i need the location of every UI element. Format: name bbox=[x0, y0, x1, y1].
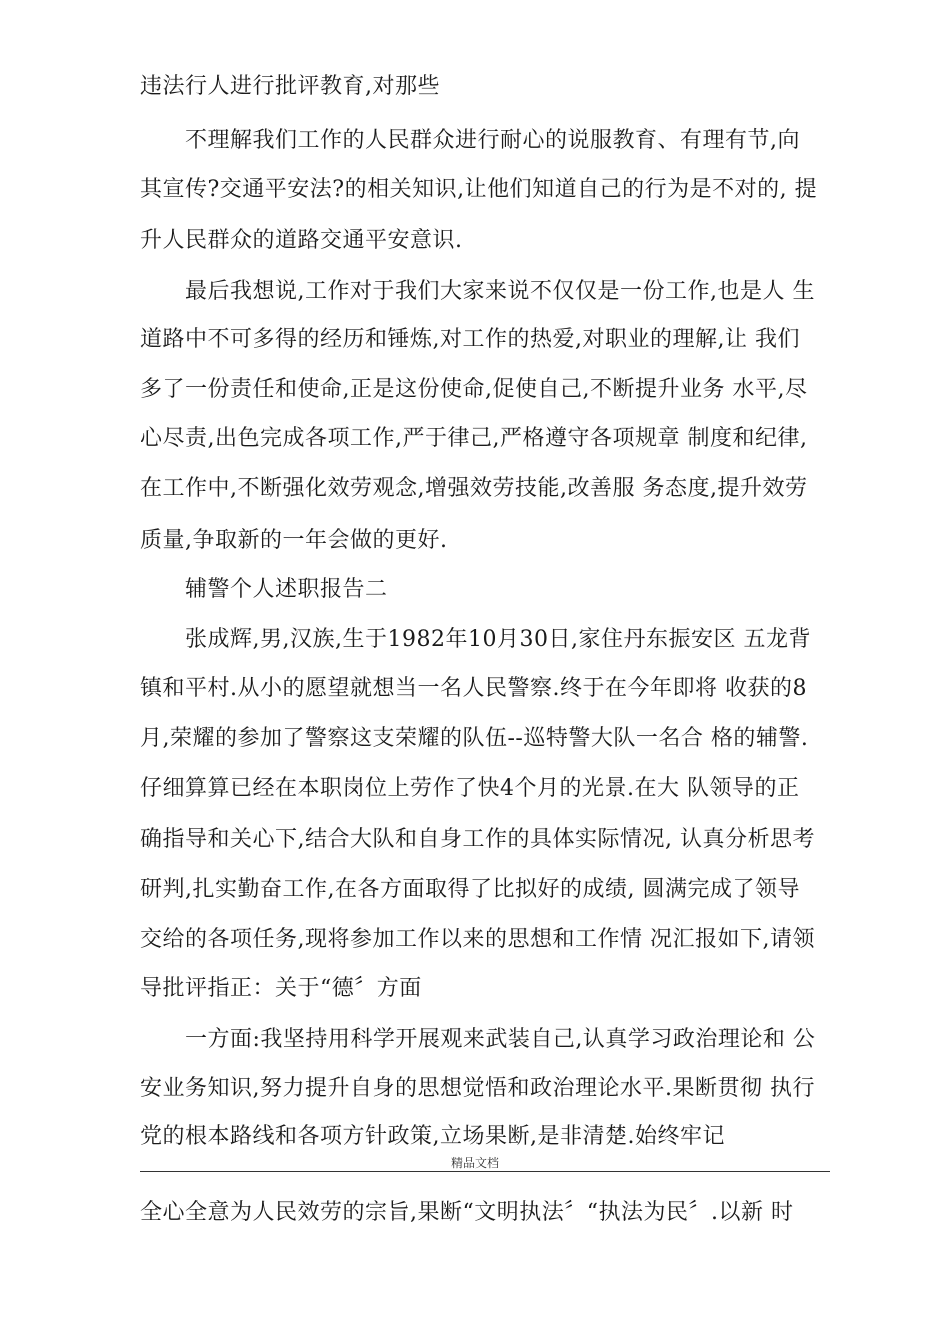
text-line-17: 研判,扎实勤奋工作,在各方面取得了比拟好的成绩, 圆满完成了领导 bbox=[140, 877, 800, 902]
text-line-13: 镇和平村.从小的愿望就想当一名人民警察.终于在今年即将 收获的8 bbox=[140, 676, 807, 701]
text-line-20: 一方面:我坚持用科学开展观来武装自己,认真学习政治理论和 公 bbox=[140, 1027, 816, 1052]
text-line-14: 月,荣耀的参加了警察这支荣耀的队伍--巡特警大队一名合 格的辅警. bbox=[140, 726, 809, 751]
text-line-8: 心尽责,出色完成各项工作,严于律己,严格遵守各项规章 制度和纪律, bbox=[140, 426, 808, 451]
text-line-2: 不理解我们工作的人民群众进行耐心的说服教育、有理有节,向 bbox=[140, 128, 800, 153]
text-line-4: 升人民群众的道路交通平安意识. bbox=[140, 228, 463, 253]
next-page-line-1: 全心全意为人民效劳的宗旨,果断“文明执法〞“执法为民〞.以新 时 bbox=[140, 1200, 794, 1225]
text-line-10: 质量,争取新的一年会做的更好. bbox=[140, 528, 448, 553]
text-line-12: 张成辉,男,汉族,生于1982年10月30日,家住丹东振安区 五龙背 bbox=[140, 627, 811, 652]
footer-divider bbox=[140, 1171, 830, 1172]
text-line-7: 多了一份责任和使命,正是这份使命,促使自己,不断提升业务 水平,尽 bbox=[140, 377, 808, 402]
text-line-6: 道路中不可多得的经历和锤炼,对工作的热爱,对职业的理解,让 我们 bbox=[140, 327, 800, 352]
text-line-21: 安业务知识,努力提升自身的思想觉悟和政治理论水平.果断贯彻 执行 bbox=[140, 1076, 815, 1101]
text-line-22: 党的根本路线和各项方针政策,立场果断,是非清楚.始终牢记 bbox=[140, 1124, 725, 1149]
text-line-15: 仔细算算已经在本职岗位上劳作了快4个月的光景.在大 队领导的正 bbox=[140, 776, 800, 801]
text-line-3: 其宣传?交通平安法?的相关知识,让他们知道自己的行为是不对的, 提 bbox=[140, 177, 818, 202]
text-line-18: 交给的各项任务,现将参加工作以来的思想和工作情 况汇报如下,请领 bbox=[140, 927, 815, 952]
text-line-19: 导批评指正：关于“德〞方面 bbox=[140, 976, 422, 1001]
text-line-9: 在工作中,不断强化效劳观念,增强效劳技能,改善服 务态度,提升效劳 bbox=[140, 476, 808, 501]
section-heading: 辅警个人述职报告二 bbox=[140, 577, 388, 602]
footer-label: 精品文档 bbox=[450, 1156, 499, 1170]
text-line-5: 最后我想说,工作对于我们大家来说不仅仅是一份工作,也是人 生 bbox=[140, 279, 815, 304]
text-line-16: 确指导和关心下,结合大队和自身工作的具体实际情况, 认真分析思考 bbox=[140, 827, 815, 852]
text-line-1: 违法行人进行批评教育,对那些 bbox=[140, 74, 440, 99]
